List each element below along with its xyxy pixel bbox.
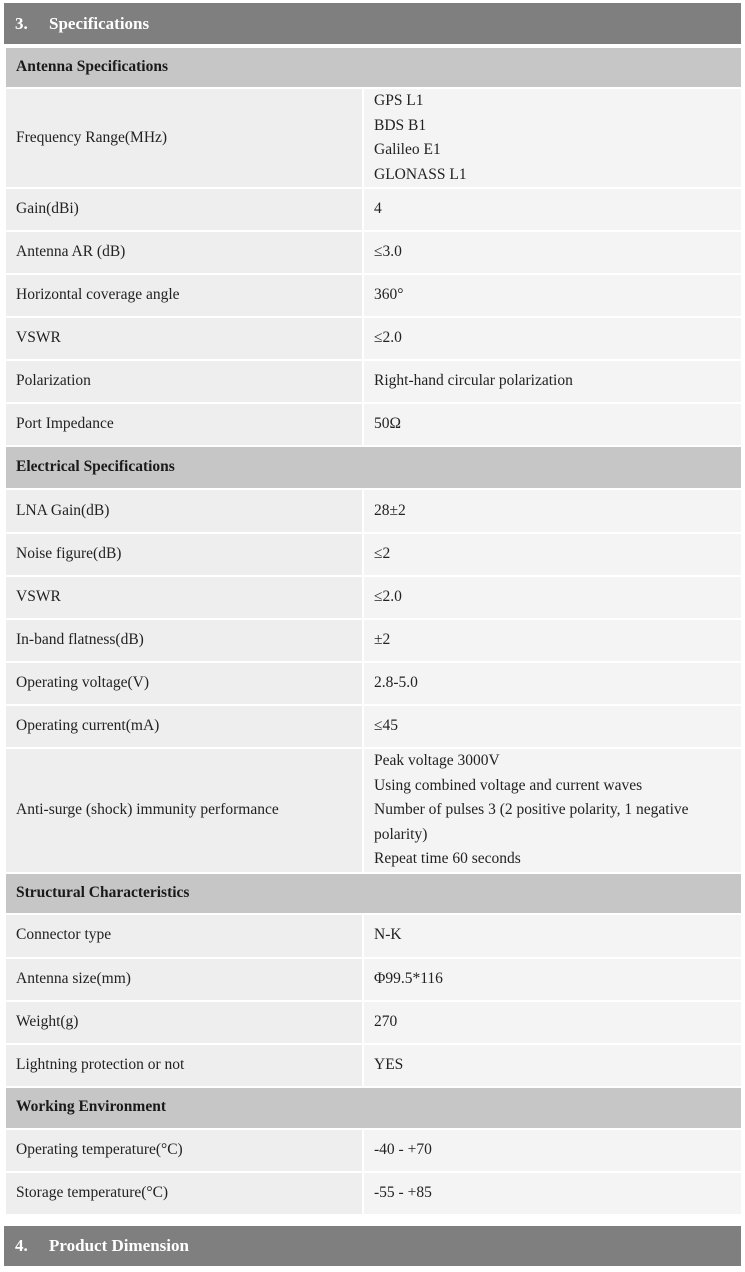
spec-value: [363, 231, 742, 274]
spec-label: Lightning protection or not: [5, 1044, 363, 1087]
section-header-product-dimension: [4, 1226, 741, 1266]
spec-label: Storage temperature(°C): [5, 1172, 363, 1215]
spec-row: [5, 662, 742, 705]
spec-value-line: ≤2: [374, 545, 391, 563]
spec-value: [363, 619, 742, 662]
spec-label: Anti-surge (shock) immunity performance: [5, 748, 363, 873]
spec-value-line: 270: [374, 1012, 398, 1030]
spec-value-line: 360°: [374, 286, 404, 304]
spec-label: Operating temperature(°C): [5, 1129, 363, 1172]
spec-value: [363, 403, 742, 446]
spec-row: [5, 360, 742, 403]
spec-value-line: Φ99.5*116: [374, 969, 443, 987]
spec-row: [5, 748, 742, 873]
spec-table: [4, 46, 743, 1216]
spec-value-line: GLONASS L1: [374, 165, 467, 183]
spec-row: [5, 1044, 742, 1087]
spec-value-line: BDS B1: [374, 116, 427, 134]
section-header-specifications: [4, 3, 741, 44]
spec-label: Antenna size(mm): [5, 958, 363, 1001]
section-number: 4.: [15, 1236, 28, 1255]
spec-value: [363, 317, 742, 360]
spec-value: [363, 533, 742, 576]
spec-row: [5, 958, 742, 1001]
spec-value-line: ≤2.0: [374, 329, 402, 347]
spec-value-line: N-K: [374, 926, 402, 944]
group-title: Working Environment: [5, 1087, 742, 1129]
spec-value-line: 2.8-5.0: [374, 674, 418, 692]
spec-value-line: ±2: [374, 631, 391, 649]
spec-value-line: ≤2.0: [374, 588, 402, 606]
spec-value: [363, 1001, 742, 1044]
group-header-row: [5, 47, 742, 88]
spec-value: [363, 1172, 742, 1215]
spec-value-line: Galileo E1: [374, 141, 441, 158]
spec-row: [5, 274, 742, 317]
spec-label: Operating current(mA): [5, 705, 363, 748]
spec-label: Operating voltage(V): [5, 662, 363, 705]
spec-row: [5, 1129, 742, 1172]
spec-label: Polarization: [5, 360, 363, 403]
spec-value-line: Repeat time 60 seconds: [374, 850, 521, 867]
spec-label: Frequency Range(MHz): [5, 88, 363, 188]
group-title: Electrical Specifications: [5, 446, 742, 489]
spec-value-line: Peak voltage 3000V: [374, 752, 500, 769]
section-title: Product Dimension: [49, 1236, 189, 1255]
group-title: Structural Characteristics: [5, 873, 742, 914]
spec-label: In-band flatness(dB): [5, 619, 363, 662]
spec-row: [5, 576, 742, 619]
spec-label: Weight(g): [5, 1001, 363, 1044]
spec-label: Antenna AR (dB): [5, 231, 363, 274]
spec-value-line: ≤45: [374, 717, 399, 735]
spec-value-line: 28±2: [374, 501, 406, 519]
group-title: Antenna Specifications: [5, 47, 742, 88]
spec-label: Port Impedance: [5, 403, 363, 446]
spec-row: [5, 1001, 742, 1044]
spec-value: [363, 1129, 742, 1172]
spec-value: [363, 914, 742, 958]
spec-row: [5, 705, 742, 748]
spec-label: Noise figure(dB): [5, 533, 363, 576]
spec-label: Horizontal coverage angle: [5, 274, 363, 317]
section-title: Specifications: [49, 13, 150, 33]
spec-value-line: 4: [374, 200, 382, 218]
group-header-row: [5, 446, 742, 489]
spec-value-line: Right-hand circular polarization: [374, 372, 573, 390]
spec-value: [363, 1044, 742, 1087]
section-number: 3.: [15, 13, 28, 33]
spec-label: Gain(dBi): [5, 188, 363, 231]
spec-value: [363, 274, 742, 317]
spec-value: [363, 705, 742, 748]
spec-row: [5, 317, 742, 360]
spec-row: [5, 619, 742, 662]
spec-label: VSWR: [5, 576, 363, 619]
spec-value: [363, 748, 742, 873]
spec-value-line: 50Ω: [374, 415, 402, 433]
spec-row: [5, 1172, 742, 1215]
spec-label: VSWR: [5, 317, 363, 360]
spec-row: [5, 231, 742, 274]
spec-row: [5, 403, 742, 446]
group-header-row: [5, 873, 742, 914]
group-header-row: [5, 1087, 742, 1129]
spec-row: [5, 533, 742, 576]
spec-value: [363, 576, 742, 619]
spec-value-line: -40 - +70: [374, 1140, 432, 1158]
spec-value: [363, 489, 742, 533]
spec-value-line: YES: [374, 1055, 404, 1073]
spec-value-line: ≤3.0: [374, 243, 402, 261]
spec-value: [363, 360, 742, 403]
spec-label: Connector type: [5, 914, 363, 958]
spec-label: LNA Gain(dB): [5, 489, 363, 533]
spec-value-line: Number of pulses 3 (2 positive polarity, 1 negative polarity): [374, 801, 689, 843]
spec-row: [5, 88, 742, 188]
spec-value-line: -55 - +85: [374, 1183, 432, 1201]
spec-row: [5, 489, 742, 533]
spec-value: [363, 958, 742, 1001]
spec-value: [363, 662, 742, 705]
spec-row: [5, 188, 742, 231]
spec-value: [363, 88, 742, 188]
spec-value-line: Using combined voltage and current waves: [374, 776, 643, 794]
spec-value: [363, 188, 742, 231]
spec-value-line: GPS L1: [374, 92, 424, 109]
spec-row: [5, 914, 742, 958]
